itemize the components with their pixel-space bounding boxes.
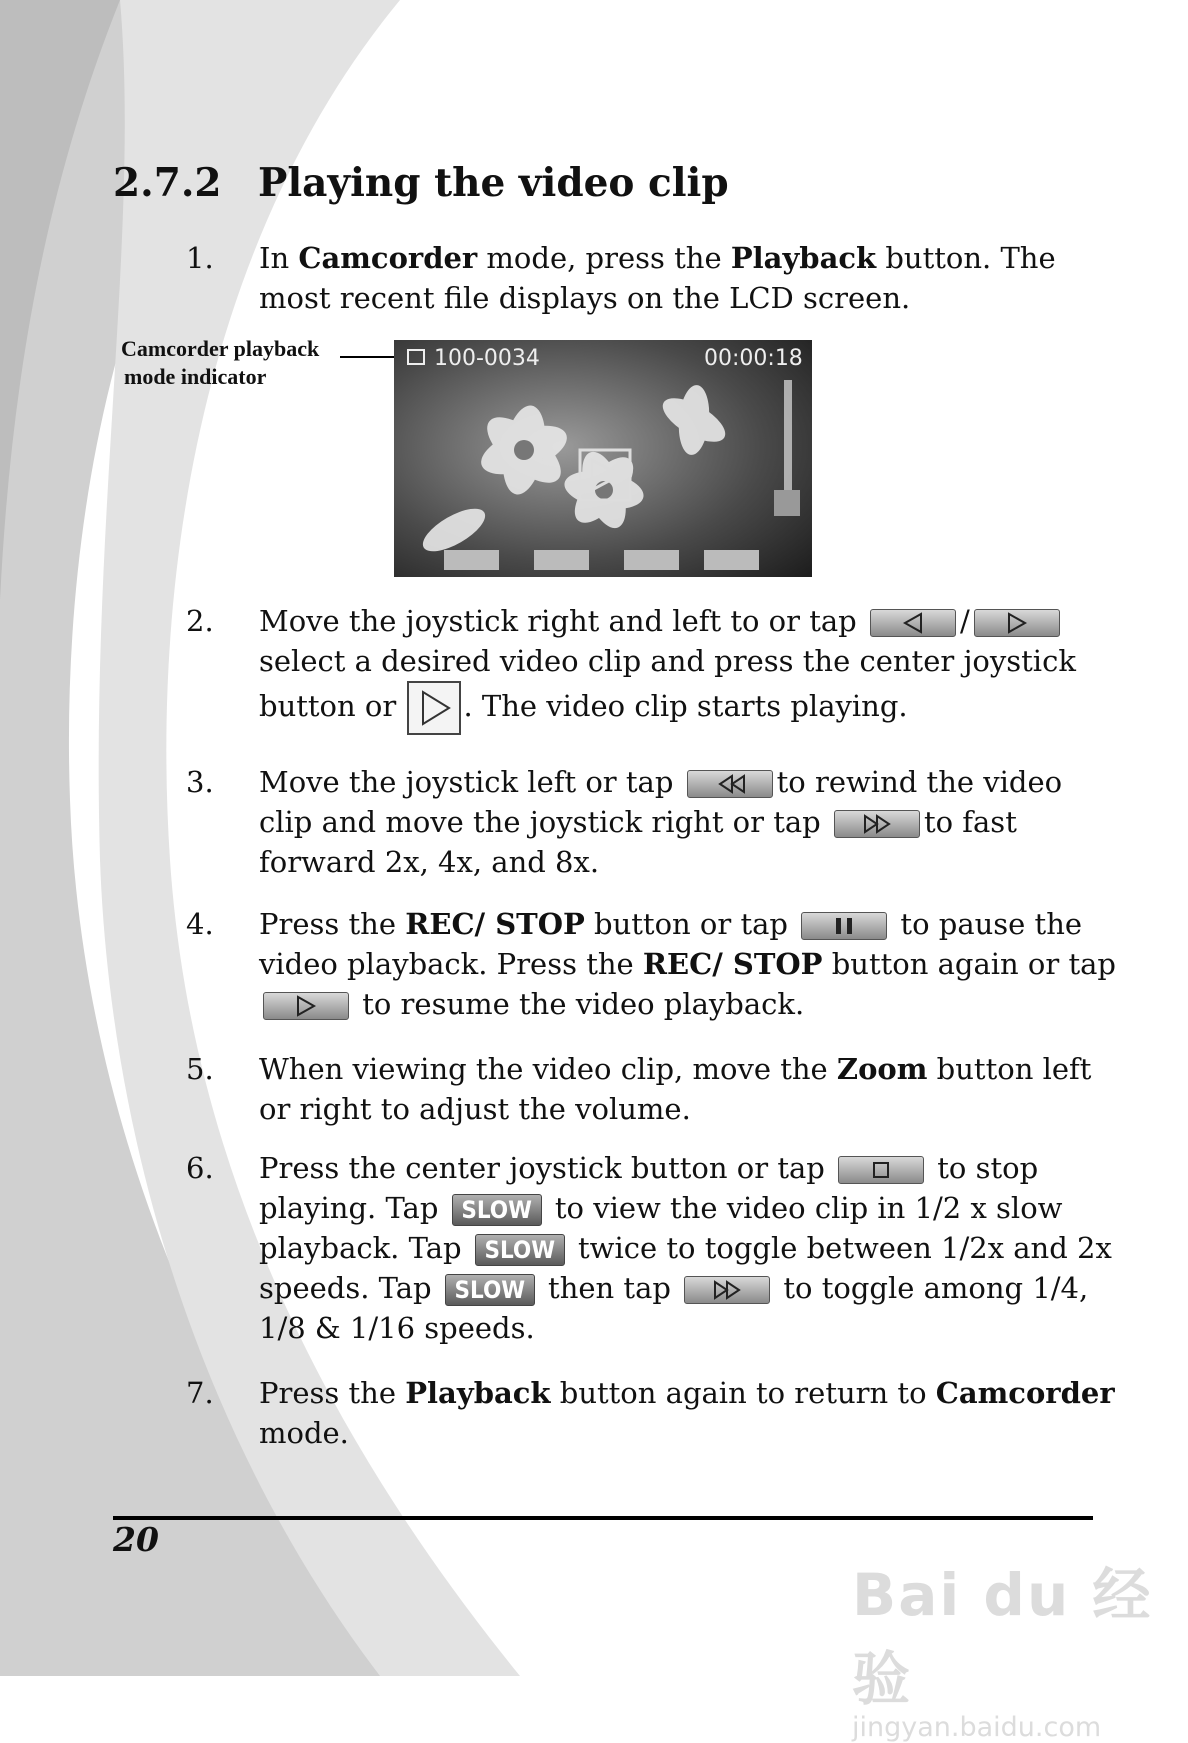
step-number: 3. [186, 765, 214, 799]
step-text: Press the center joystick button or tap to stop playing. Tap SLOW to view the video clip in 1/2 x slow playback. Tap SLOW twice to toggle between 1/2x and 2x speeds. Tap SLOW then tap to toggle among 1/4, 1/8 & 1/16 speeds. [259, 1151, 1112, 1345]
previous-icon [870, 609, 956, 637]
page-number: 20 [113, 1520, 159, 1559]
step-text: Press the Playback button again to return to Camcorder mode. [259, 1376, 1115, 1450]
step-text: When viewing the video clip, move the Zoom button left or right to adjust the volume. [259, 1052, 1092, 1126]
watermark-url: jingyan.baidu.com [852, 1712, 1102, 1743]
fast-forward-icon [834, 810, 920, 838]
play-icon [407, 681, 461, 735]
slow-icon: SLOW [445, 1274, 535, 1306]
stop-icon [838, 1156, 924, 1184]
step-number: 5. [186, 1052, 214, 1086]
pause-icon [801, 912, 887, 940]
step-text: Press the REC/ STOP button or tap to pause the video playback. Press the REC/ STOP button again or tap to resume the video playback. [259, 907, 1116, 1021]
step-number: 7. [186, 1376, 214, 1410]
section-title: Playing the video clip [258, 160, 729, 206]
figure-callout-label: Camcorder playback mode indicator [121, 336, 320, 389]
slow-icon: SLOW [475, 1234, 565, 1266]
step-number: 4. [186, 907, 214, 941]
lcd-screenshot [394, 340, 812, 577]
section-number: 2.7.2 [113, 160, 222, 206]
rewind-icon [687, 770, 773, 798]
step-text: In Camcorder mode, press the Playback button. The most recent file displays on the LCD screen. [259, 241, 1056, 315]
screen-timer: 00:00:18 [704, 346, 803, 371]
step-text: Move the joystick right and left to or tap / select a desired video clip and press the center joystick button or . The video clip starts playing. [259, 601, 1119, 735]
step-number: 2. [186, 604, 214, 638]
screen-file-number: 100-0034 [434, 346, 540, 371]
step-number: 1. [186, 241, 214, 275]
footer-rule [113, 1516, 1093, 1520]
step-text: Move the joystick left or tap to rewind the video clip and move the joystick right or tap to fast forward 2x, 4x, and 8x. [259, 765, 1063, 879]
fast-forward-icon [684, 1276, 770, 1304]
resume-play-icon [263, 992, 349, 1020]
next-icon [974, 609, 1060, 637]
watermark-brand: Bai du 经验 [852, 1561, 1153, 1713]
baidu-watermark [852, 1548, 1188, 1743]
section-heading [113, 160, 729, 206]
slow-icon: SLOW [452, 1194, 542, 1226]
step-number: 6. [186, 1151, 214, 1185]
flower-photo [394, 340, 812, 577]
